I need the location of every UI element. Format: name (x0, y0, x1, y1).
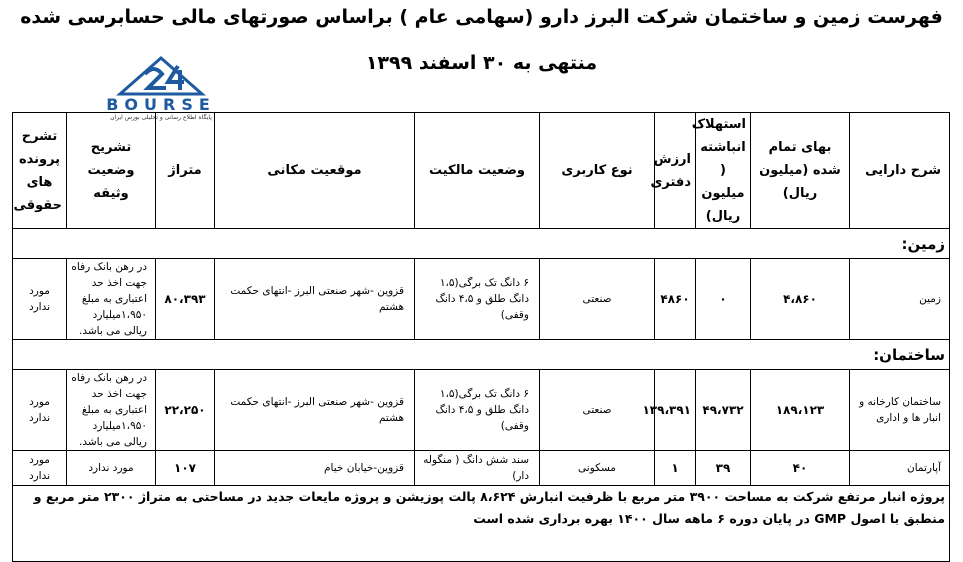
table-row (13, 451, 950, 486)
section-label: زمین: (13, 229, 950, 259)
header-ownership: وضعیت مالکیت (415, 113, 540, 229)
header-area: متراژ (156, 113, 215, 229)
cell-collateral: در رهن بانک رفاه جهت اخذ حد اعتباری به مبلغ ۱،۹۵۰میلیارد ریالی می باشد. (67, 370, 156, 451)
cell-location: قزوین-خیابان خیام (215, 451, 415, 486)
table-header-row (13, 113, 950, 229)
cell-book-value: ۴۸۶۰ (655, 259, 696, 340)
cell-legal: مورد ندارد (13, 451, 67, 486)
assets-table (12, 112, 950, 562)
cell-cost: ۴،۸۶۰ (751, 259, 850, 340)
section-row-land (13, 229, 950, 259)
cell-ownership: ۶ دانگ تک برگی(۱،۵ دانگ طلق و ۴،۵ دانگ وقفی) (415, 259, 540, 340)
header-location: موقعیت مکانی (215, 113, 415, 229)
header-cost: بهای تمام شده (میلیون ریال) (751, 113, 850, 229)
cell-usage-type: مسکونی (540, 451, 655, 486)
logo-tagline: پایگاه اطلاع رسانی و تحلیلی بورس ایران (110, 114, 212, 121)
cell-depreciation: ۰ (696, 259, 751, 340)
cell-ownership: ۶ دانگ تک برگی(۱،۵ دانگ طلق و ۴،۵ دانگ وقفی) (415, 370, 540, 451)
cell-description: ساختمان کارخانه و انبار ها و اداری (850, 370, 950, 451)
cell-legal: مورد ندارد (13, 259, 67, 340)
table-row (13, 370, 950, 451)
cell-location: قزوین -شهر صنعتی البرز -انتهای حکمت هشتم (215, 259, 415, 340)
logo-word: BOURSE (106, 95, 216, 114)
cell-cost: ۱۸۹،۱۲۳ (751, 370, 850, 451)
cell-collateral: در رهن بانک رفاه جهت اخذ حد اعتباری به مبلغ ۱،۹۵۰میلیارد ریالی می باشد. (67, 259, 156, 340)
footer-note: پروژه انبار مرتفع شرکت به مساحت ۳۹۰۰ متر مربع با ظرفیت انبارش ۸،۶۲۴ پالت پوزیشن و پروژه مایعات جدید در مساحتی به متراژ ۲۳۰۰ متر مربع و منطبق با اصول GMP در پایان دوره ۶ ماهه سال ۱۴۰۰ بهره برداری شده است (13, 486, 950, 562)
table-row (13, 259, 950, 340)
cell-description: آپارتمان (850, 451, 950, 486)
cell-usage-type: صنعتی (540, 259, 655, 340)
cell-description: زمین (850, 259, 950, 340)
footer-row (13, 486, 950, 562)
header-description: شرح دارایی (850, 113, 950, 229)
cell-depreciation: ۳۹ (696, 451, 751, 486)
header-legal: تشرح پرونده های حقوقی (13, 113, 67, 229)
cell-area: ۸۰،۳۹۳ (156, 259, 215, 340)
header-book-value: ارزش دفتری (655, 113, 696, 229)
cell-legal: مورد ندارد (13, 370, 67, 451)
logo-mark-icon (112, 56, 210, 96)
cell-usage-type: صنعتی (540, 370, 655, 451)
cell-book-value: ۱ (655, 451, 696, 486)
cell-collateral: مورد ندارد (67, 451, 156, 486)
header-depreciation: استهلاک انباشته ( میلیون ریال) (696, 113, 751, 229)
report-subtitle: منتهی به ۳۰ اسفند ۱۳۹۹ (365, 52, 598, 74)
cell-location: قزوین -شهر صنعتی البرز -انتهای حکمت هشتم (215, 370, 415, 451)
report-title: فهرست زمین و ساختمان شرکت البرز دارو (سهامی عام ) براساس صورتهای مالی حسابرسی شده (20, 6, 943, 28)
cell-ownership: سند شش دانگ ( منگوله دار) (415, 451, 540, 486)
cell-area: ۲۲،۲۵۰ (156, 370, 215, 451)
cell-area: ۱۰۷ (156, 451, 215, 486)
header-collateral: تشریح وضعیت وثیقه (67, 113, 156, 229)
section-label: ساختمان: (13, 340, 950, 370)
cell-book-value: ۱۳۹،۳۹۱ (655, 370, 696, 451)
cell-depreciation: ۴۹،۷۳۲ (696, 370, 751, 451)
header-usage-type: نوع کاربری (540, 113, 655, 229)
section-row-buildings (13, 340, 950, 370)
cell-cost: ۴۰ (751, 451, 850, 486)
